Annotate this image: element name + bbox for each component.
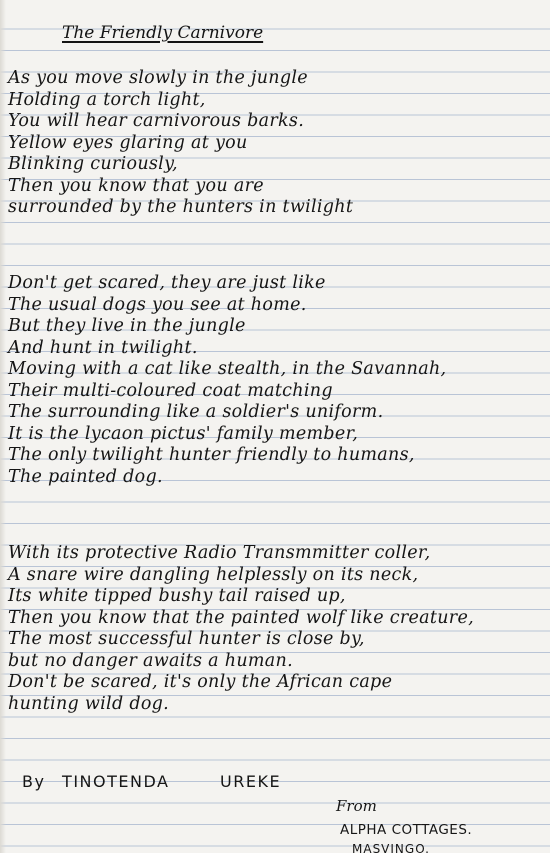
poem-line: Its white tipped bushy tail raised up, xyxy=(8,586,346,606)
poem-line: And hunt in twilight. xyxy=(8,337,198,358)
poem-line: hunting wild dog. xyxy=(8,693,170,714)
stanza-2 xyxy=(8,273,446,488)
stanza-1 xyxy=(8,68,353,219)
author-line xyxy=(22,772,281,791)
poem-line: Don't get scared, they are just like xyxy=(8,273,326,293)
poem-line: Don't be scared, it's only the African cape xyxy=(8,672,393,692)
author-by: By xyxy=(22,772,46,791)
poem-line: Moving with a cat like stealth, in the Savannah, xyxy=(8,359,447,379)
poem-line: Blinking curiously, xyxy=(8,154,178,174)
poem-line: The usual dogs you see at home. xyxy=(8,294,307,315)
author-first-name: TINOTENDA xyxy=(62,772,170,791)
poem-line: but no danger awaits a human. xyxy=(8,650,293,671)
author-last-name: UREKE xyxy=(220,772,282,791)
page-edge-shadow xyxy=(0,0,6,853)
origin-place: ALPHA COTTAGES. xyxy=(340,822,473,838)
poem-line: As you move slowly in the jungle xyxy=(8,68,308,88)
poem-line: With its protective Radio Transmmitter coller, xyxy=(8,543,431,563)
origin-label: From xyxy=(336,797,377,815)
poem-line: A snare wire dangling helplessly on its neck, xyxy=(8,564,419,585)
poem-line: The painted dog. xyxy=(8,466,163,487)
poem-line: The most successful hunter is close by, xyxy=(8,629,365,649)
poem-line: Then you know that you are xyxy=(8,175,264,196)
stanza-3 xyxy=(8,543,474,715)
poem-line: The surrounding like a soldier's uniform. xyxy=(8,402,384,422)
poem-title: The Friendly Carnivore xyxy=(62,23,264,43)
poem-line: Their multi-coloured coat matching xyxy=(8,380,333,401)
poem-line: You will hear carnivorous barks. xyxy=(8,111,305,131)
poem-line: Yellow eyes glaring at you xyxy=(8,132,248,153)
poem-line: The only twilight hunter friendly to humans, xyxy=(8,445,415,465)
poem-line: But they live in the jungle xyxy=(8,316,246,336)
poem-line: It is the lycaon pictus' family member, xyxy=(8,423,359,444)
origin-place-line-2: MASVINGO. xyxy=(352,842,430,853)
poem-line: Then you know that the painted wolf like creature, xyxy=(8,607,474,628)
poem-line: surrounded by the hunters in twilight xyxy=(8,197,354,217)
poem-line: Holding a torch light, xyxy=(8,89,206,110)
